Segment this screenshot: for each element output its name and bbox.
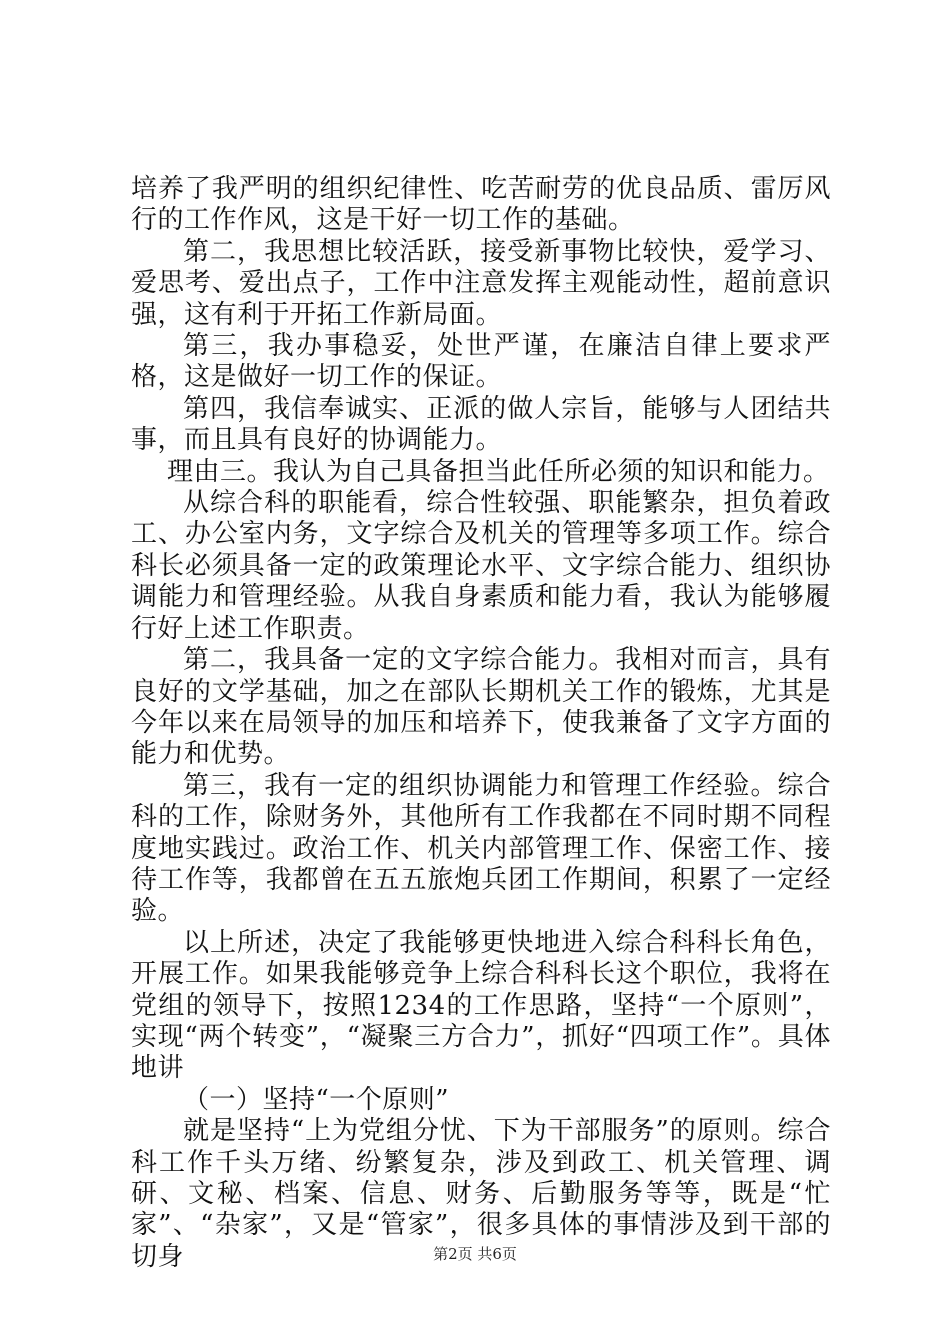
paragraph: 培养了我严明的组织纪律性、吃苦耐劳的优良品质、雷厉风行的工作作风，这是干好一切工作的基础。 bbox=[131, 174, 831, 236]
section-heading: （一）坚持“一个原则” bbox=[183, 1084, 450, 1115]
paragraph: 就是坚持“上为党组分忧、下为干部服务”的原则。综合科工作千头万绪、纷繁复杂，涉及到政工、机关管理、调研、文秘、档案、信息、财务、后勤服务等等，既是“忙家”、“杂家”，又是“管家”，很多具体的事情涉及到干部的切身 bbox=[131, 1116, 831, 1272]
paragraph: 从综合科的职能看，综合性较强、职能繁杂，担负着政工、办公室内务，文字综合及机关的管理等多项工作。综合科长必须具备一定的政策理论水平、文字综合能力、组织协调能力和管理经验。从我自身素质和能力看，我认为能够履行好上述工作职责。 bbox=[131, 488, 831, 644]
paragraph: 第四，我信奉诚实、正派的做人宗旨，能够与人团结共事，而且具有良好的协调能力。 bbox=[131, 393, 831, 456]
paragraph: 第二，我具备一定的文字综合能力。我相对而言，具有良好的文学基础，加之在部队长期机关工作的锻炼，尤其是今年以来在局领导的加压和培养下，使我兼备了文字方面的能力和优势。 bbox=[131, 645, 831, 770]
paragraph: 理由三。我认为自己具备担当此任所必须的知识和能力。 bbox=[167, 456, 830, 487]
page-footer: 第2页 共6页 bbox=[433, 1245, 517, 1263]
paragraph: 第三，我办事稳妥，处世严谨，在廉洁自律上要求严格，这是做好一切工作的保证。 bbox=[131, 331, 831, 393]
paragraph: 第三，我有一定的组织协调能力和管理工作经验。综合科的工作，除财务外，其他所有工作我都在不同时期不同程度地实践过。政治工作、机关内部管理工作、保密工作、接待工作等，我都曾在五五旅炮兵团工作期间，积累了一定经验。 bbox=[131, 770, 831, 927]
paragraph: 以上所述，决定了我能够更快地进入综合科科长角色，开展工作。如果我能够竞争上综合科科长这个职位，我将在党组的领导下，按照1234的工作思路，坚持“一个原则”，实现“两个转变”，“凝聚三方合力”，抓好“四项工作”。具体地讲 bbox=[131, 927, 831, 1084]
document-body bbox=[131, 174, 831, 1273]
paragraph: 第二，我思想比较活跃，接受新事物比较快，爱学习、爱思考、爱出点子，工作中注意发挥主观能动性，超前意识强，这有利于开拓工作新局面。 bbox=[131, 236, 831, 330]
